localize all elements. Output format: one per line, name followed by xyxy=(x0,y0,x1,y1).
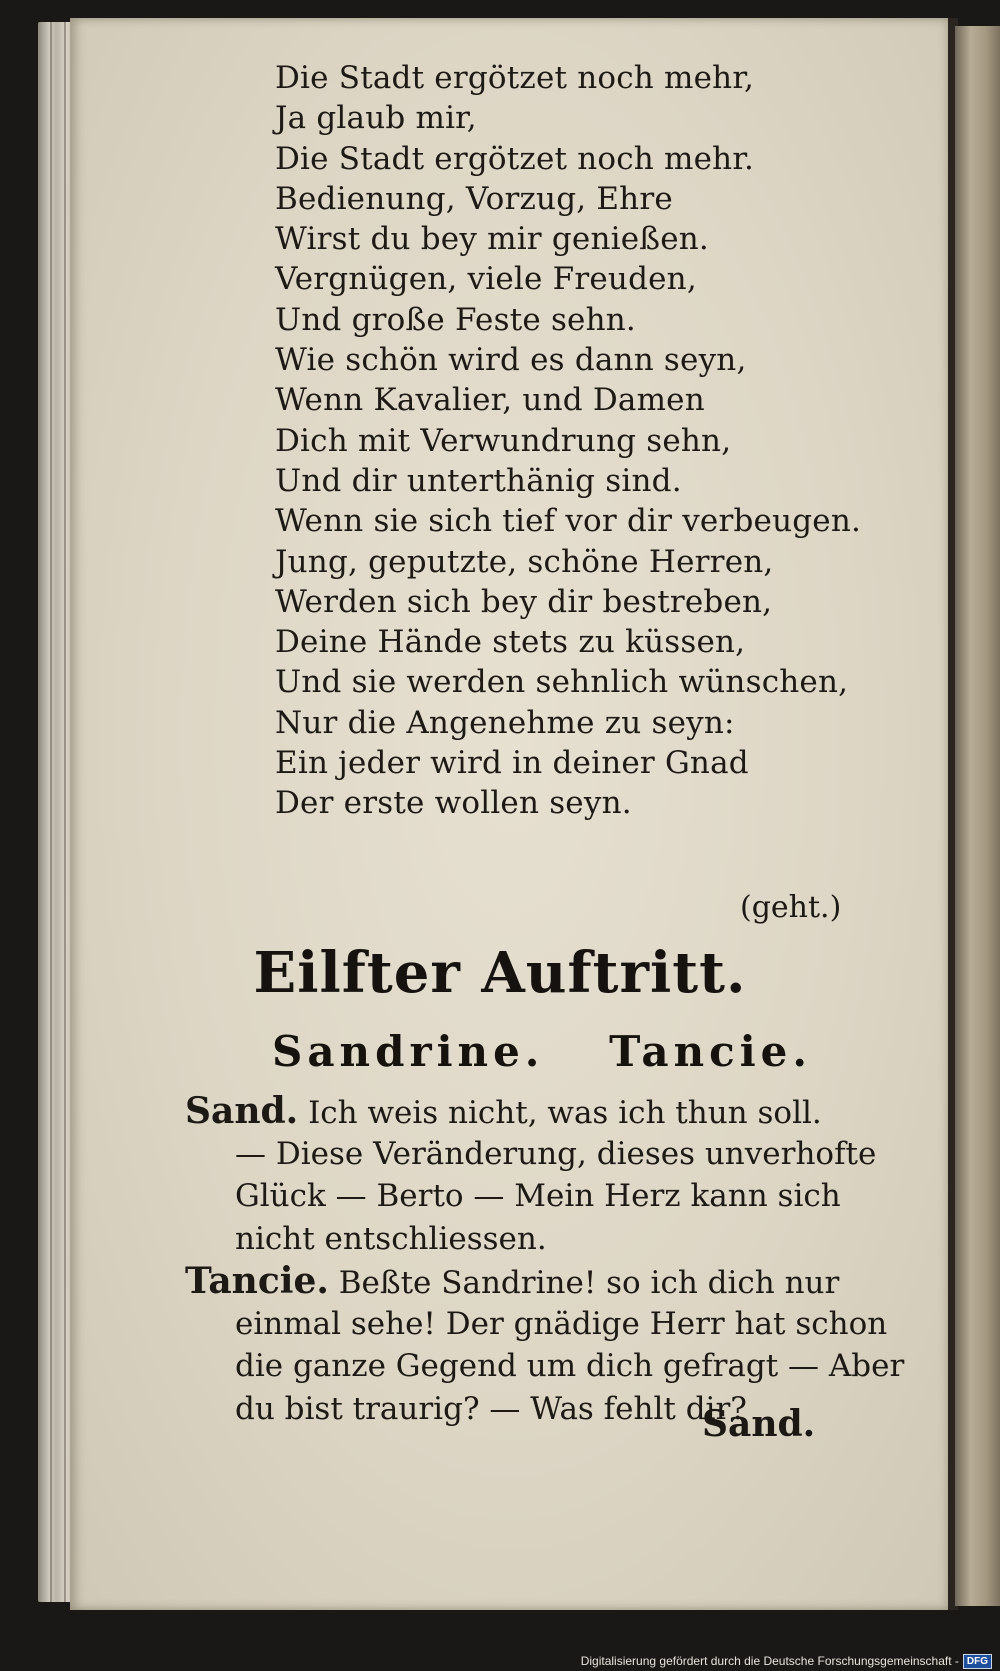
verse-line: Die Stadt ergötzet noch mehr. xyxy=(275,140,755,177)
verse-line: Die Stadt ergötzet noch mehr, xyxy=(275,60,755,96)
speech-line: nicht entschliessen. xyxy=(235,1220,547,1257)
stage-direction: (geht.) xyxy=(740,890,842,925)
verse-line: Wenn Kavalier, und Damen xyxy=(275,382,705,419)
verse-line: Ja glaub mir, xyxy=(275,100,477,137)
speech-text: Beßte Sandrine! so ich dich nur xyxy=(338,1265,840,1301)
verse-line: Werden sich bey dir bestreben, xyxy=(275,583,773,620)
verse-line: Wie schön wird es dann seyn, xyxy=(275,342,747,379)
verse-line: Und dir unterthänig sind. xyxy=(275,462,682,499)
facing-page-edge xyxy=(955,26,1000,1606)
character-name: Sandrine. xyxy=(272,1027,545,1076)
verse-line: Wenn sie sich tief vor dir verbeugen. xyxy=(275,503,862,540)
speaker-name: Sand. xyxy=(185,1090,299,1132)
character-list xyxy=(272,1027,812,1076)
verse-line: Und sie werden sehnlich wünschen, xyxy=(275,664,849,701)
dfg-logo: DFG xyxy=(963,1654,992,1669)
credit-text: Digitalisierung gefördert durch die Deutsche Forschungsgemeinschaft - xyxy=(580,1654,959,1668)
scene-heading: Eilfter Auftritt. xyxy=(253,940,747,1006)
verse-line: Bedienung, Vorzug, Ehre xyxy=(275,180,673,217)
speech-first-line xyxy=(185,1090,885,1133)
speech-line: du bist traurig? — Was fehlt dir? xyxy=(235,1390,747,1427)
speech-line: die ganze Gegend um dich gefragt — Aber xyxy=(235,1348,905,1384)
verse-line: Vergnügen, viele Freuden, xyxy=(275,261,697,298)
speech-line: — Diese Veränderung, dieses unverhofte xyxy=(235,1135,877,1172)
speech-line: einmal sehe! Der gnädige Herr hat schon xyxy=(235,1305,888,1342)
speech-first-line xyxy=(185,1260,885,1303)
dialogue-block xyxy=(185,1090,905,1430)
verse-line: Jung, geputzte, schöne Herren, xyxy=(275,543,774,580)
verse-line: Dich mit Verwundrung sehn, xyxy=(275,422,732,459)
verse-line: Wirst du bey mir genießen. xyxy=(275,221,709,258)
verse-line: Ein jeder wird in deiner Gnad xyxy=(275,745,749,782)
speech-line: Glück — Berto — Mein Herz kann sich xyxy=(235,1178,841,1214)
verse-line: Deine Hände stets zu küssen, xyxy=(275,624,746,661)
catchword: Sand. xyxy=(702,1403,816,1445)
verse-line: Der erste wollen seyn. xyxy=(275,785,632,822)
verse-line: Und große Feste sehn. xyxy=(275,301,636,338)
character-name: Tancie. xyxy=(609,1027,812,1076)
digitization-credit xyxy=(581,1651,992,1671)
speech-text: Ich weis nicht, was ich thun soll. xyxy=(308,1095,822,1131)
aria-verse xyxy=(275,58,861,824)
verse-line: Nur die Angenehme zu seyn: xyxy=(275,704,735,741)
speaker-name: Tancie. xyxy=(185,1260,329,1302)
